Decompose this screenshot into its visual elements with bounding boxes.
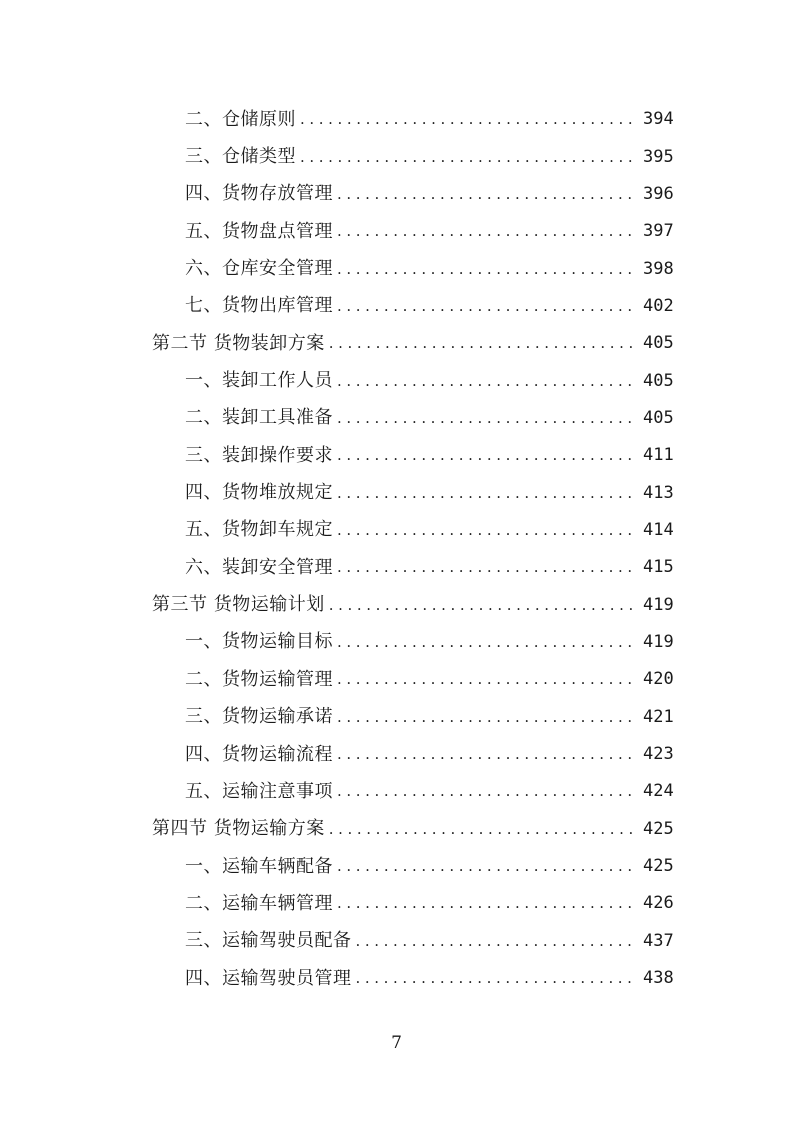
toc-entry-title: 一、运输车辆配备: [185, 855, 333, 877]
toc-entry-title: 五、货物盘点管理: [185, 220, 333, 242]
toc-entry[interactable]: [0, 661, 793, 698]
toc-entry-page: 423: [643, 744, 674, 765]
dot-leader: [337, 448, 635, 463]
toc-section-entry[interactable]: [0, 811, 793, 848]
toc-entry-page: 425: [643, 856, 674, 877]
toc-entry-title: 二、仓储原则: [185, 108, 296, 130]
dot-leader: [337, 635, 635, 650]
toc-entry-page: 411: [643, 445, 674, 466]
dot-leader: [337, 523, 635, 538]
toc-entry-page: 413: [643, 482, 674, 503]
toc-entry-title: 二、装卸工具准备: [185, 407, 333, 429]
dot-leader: [337, 896, 635, 911]
toc-entry-page: 398: [643, 258, 674, 279]
toc-entry-page: 405: [643, 407, 674, 428]
toc-entry-title: 三、货物运输承诺: [185, 706, 333, 728]
dot-leader: [337, 187, 635, 202]
toc-entry-page: 405: [643, 333, 674, 354]
toc-entry[interactable]: [0, 101, 793, 138]
dot-leader: [329, 336, 635, 351]
dot-leader: [337, 224, 635, 239]
toc-entry-title: 第三节 货物运输计划: [152, 594, 325, 616]
page-number: 7: [391, 1033, 402, 1053]
toc-entry-page: 394: [643, 109, 674, 130]
toc-entry[interactable]: [0, 437, 793, 474]
toc-entry-page: 402: [643, 295, 674, 316]
dot-leader: [337, 262, 635, 277]
toc-entry-title: 四、运输驾驶员管理: [185, 967, 352, 989]
toc-entry[interactable]: [0, 885, 793, 922]
dot-leader: [337, 710, 635, 725]
toc-entry[interactable]: [0, 213, 793, 250]
dot-leader: [329, 598, 635, 613]
toc-entry-page: 405: [643, 370, 674, 391]
dot-leader: [337, 560, 635, 575]
dot-leader: [356, 934, 636, 949]
toc-entry[interactable]: [0, 923, 793, 960]
dot-leader: [337, 374, 635, 389]
toc-entry-page: 421: [643, 706, 674, 727]
toc-entry[interactable]: [0, 474, 793, 511]
toc-entry[interactable]: [0, 176, 793, 213]
dot-leader: [337, 672, 635, 687]
toc-section-entry[interactable]: [0, 325, 793, 362]
toc-entry-title: 四、货物运输流程: [185, 743, 333, 765]
toc-entry-page: 395: [643, 146, 674, 167]
toc-entry-title: 二、货物运输管理: [185, 668, 333, 690]
toc-entry-page: 424: [643, 781, 674, 802]
toc-entry[interactable]: [0, 699, 793, 736]
toc-entry[interactable]: [0, 400, 793, 437]
toc-entry-page: 397: [643, 221, 674, 242]
table-of-contents: [0, 101, 793, 997]
toc-entry[interactable]: [0, 848, 793, 885]
toc-entry[interactable]: [0, 512, 793, 549]
toc-entry-title: 五、运输注意事项: [185, 780, 333, 802]
dot-leader: [337, 859, 635, 874]
dot-leader: [337, 486, 635, 501]
dot-leader: [300, 112, 635, 127]
toc-entry-page: 438: [643, 968, 674, 989]
toc-entry-page: 425: [643, 818, 674, 839]
dot-leader: [356, 971, 636, 986]
toc-entry-title: 四、货物存放管理: [185, 183, 333, 205]
toc-entry[interactable]: [0, 736, 793, 773]
toc-entry-page: 437: [643, 930, 674, 951]
toc-entry-title: 第四节 货物运输方案: [152, 818, 325, 840]
toc-entry[interactable]: [0, 250, 793, 287]
dot-leader: [337, 784, 635, 799]
toc-entry-page: 396: [643, 183, 674, 204]
toc-entry[interactable]: [0, 362, 793, 399]
toc-entry[interactable]: [0, 549, 793, 586]
toc-entry-page: 426: [643, 893, 674, 914]
toc-entry-title: 三、运输驾驶员配备: [185, 930, 352, 952]
toc-entry[interactable]: [0, 138, 793, 175]
dot-leader: [329, 822, 635, 837]
toc-entry[interactable]: [0, 773, 793, 810]
toc-entry-title: 三、装卸操作要求: [185, 444, 333, 466]
toc-entry-title: 一、货物运输目标: [185, 631, 333, 653]
toc-entry-page: 419: [643, 631, 674, 652]
toc-entry-title: 四、货物堆放规定: [185, 482, 333, 504]
toc-entry-page: 414: [643, 519, 674, 540]
toc-entry-title: 一、装卸工作人员: [185, 370, 333, 392]
toc-entry[interactable]: [0, 288, 793, 325]
toc-entry-page: 415: [643, 557, 674, 578]
toc-entry-title: 六、装卸安全管理: [185, 556, 333, 578]
dot-leader: [300, 150, 635, 165]
toc-entry-title: 七、货物出库管理: [185, 295, 333, 317]
toc-entry[interactable]: [0, 960, 793, 997]
toc-entry-page: 419: [643, 594, 674, 615]
dot-leader: [337, 411, 635, 426]
toc-entry-title: 二、运输车辆管理: [185, 892, 333, 914]
toc-entry-page: 420: [643, 669, 674, 690]
dot-leader: [337, 299, 635, 314]
toc-entry-title: 第二节 货物装卸方案: [152, 332, 325, 354]
toc-entry-title: 三、仓储类型: [185, 146, 296, 168]
toc-entry[interactable]: [0, 624, 793, 661]
toc-section-entry[interactable]: [0, 586, 793, 623]
dot-leader: [337, 747, 635, 762]
toc-entry-title: 五、货物卸车规定: [185, 519, 333, 541]
toc-entry-title: 六、仓库安全管理: [185, 258, 333, 280]
